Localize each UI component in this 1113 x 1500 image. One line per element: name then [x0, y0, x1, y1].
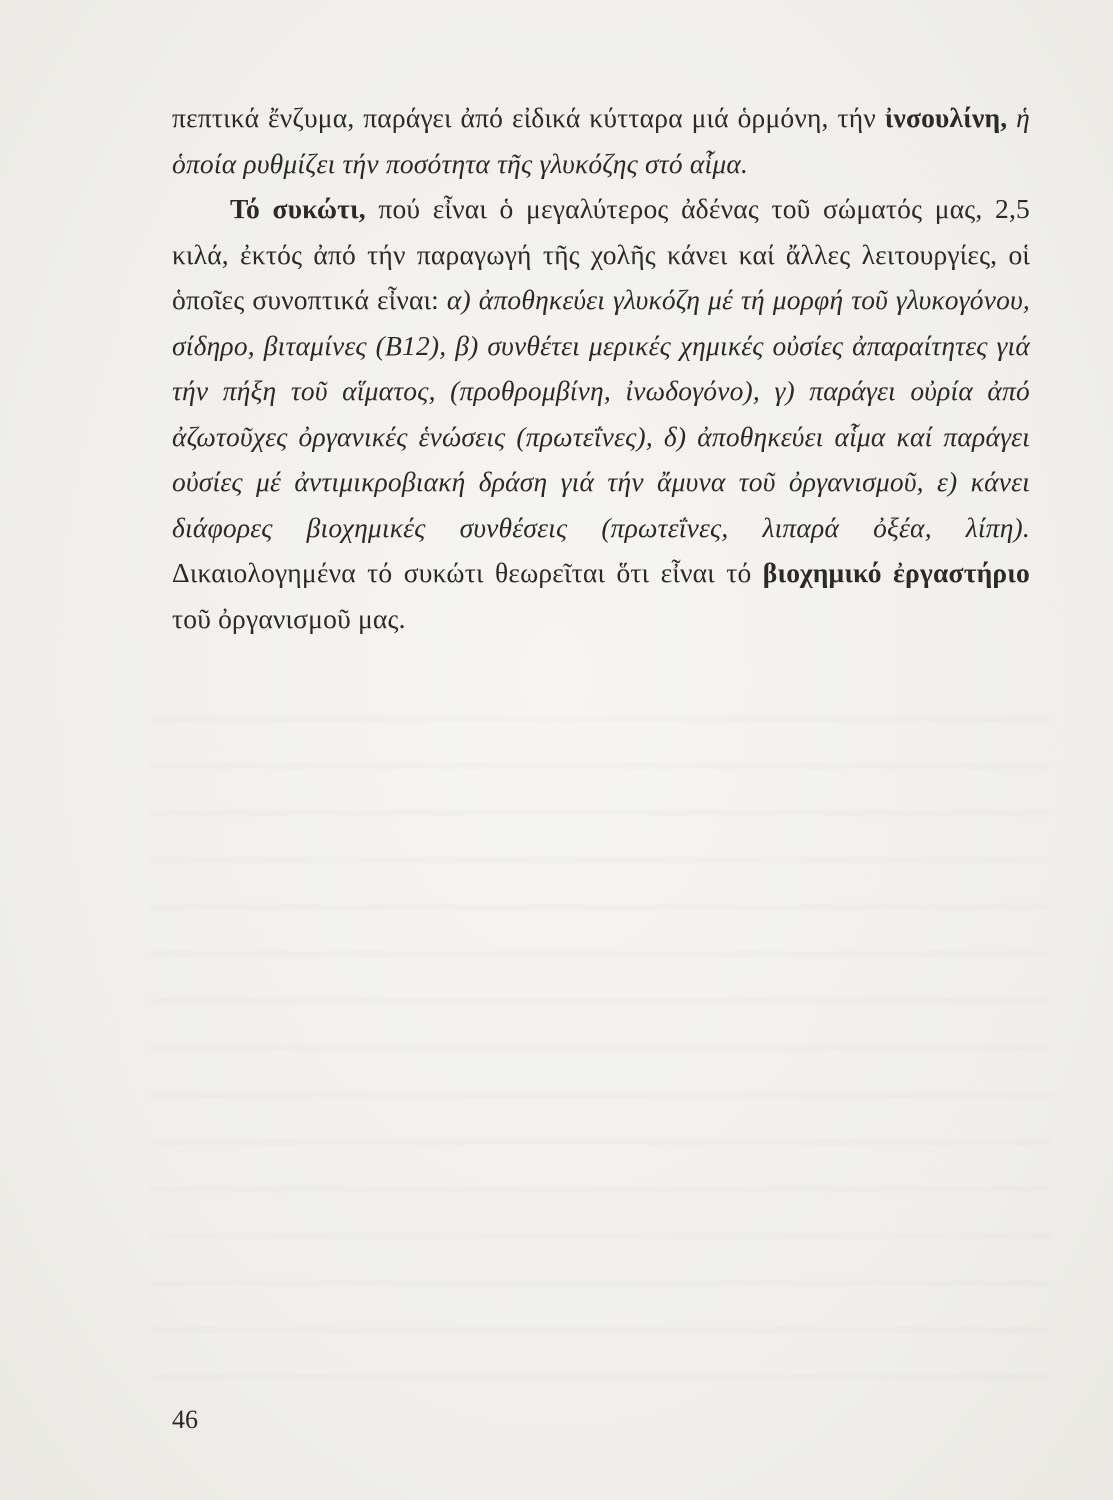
show-through-texture — [150, 680, 1050, 1400]
text-span: πεπτικά ἔνζυμα, παράγει ἀπό εἰδικά κύτταρα μιά ὁρμόνη, τήν — [172, 102, 885, 133]
liver-functions-list: α) ἀποθηκεύει γλυκόζη μέ τή μορφή τοῦ γλυκογόνου, σίδηρο, βιταμίνες (Β12), β) συνθέτει μερικές χημικές οὐσίες ἀπαραίτητες γιά τήν πήξη τοῦ αἵματος, (προθρομβίνη, ἰνωδογόνο), γ) παράγει οὐρία ἀπό ἀζωτοῦχες ὀργανικές ἑνώσεις (πρωτεΐνες), δ) ἀποθηκεύει αἷμα καί παράγει οὐσίες μέ ἀντιμικροβιακή δράση γιά τήν ἄμυνα τοῦ ὀργανισμοῦ, ε) κάνει διάφορες βιοχημικές συνθέσεις (πρωτεΐνες, λιπαρά ὀξέα, λίπη). — [172, 284, 1030, 543]
body-text — [172, 95, 1030, 641]
paragraph-liver — [172, 186, 1030, 641]
paragraph-insulin — [172, 95, 1030, 186]
text-span: τοῦ ὀργανισμοῦ μας. — [172, 602, 406, 634]
text-span: πού εἶναι ὁ μεγαλύτερος ἀδένας τοῦ σώματός μας, 2,5 κιλά, ἐκτός ἀπό τήν παραγωγή τῆς χολῆς κάνει καί ἄλλες λειτουργίες, οἱ ὁποῖες συνοπτικά εἶναι: — [172, 193, 1030, 315]
term-liver: Τό συκώτι, — [230, 193, 366, 224]
page-number: 46 — [172, 1405, 198, 1434]
term-biochemical-lab: βιοχημικό ἐργαστήριο — [762, 557, 1030, 588]
term-insulin: ἰνσουλίνη, — [884, 102, 1008, 133]
insulin-definition: ἡ ὁποία ρυθμίζει τήν ποσότητα τῆς γλυκόζης στό αἷμα. — [172, 102, 1030, 179]
text-span: Δικαιολογημένα τό συκώτι θεωρεῖται ὅτι εἶναι τό — [172, 557, 763, 588]
